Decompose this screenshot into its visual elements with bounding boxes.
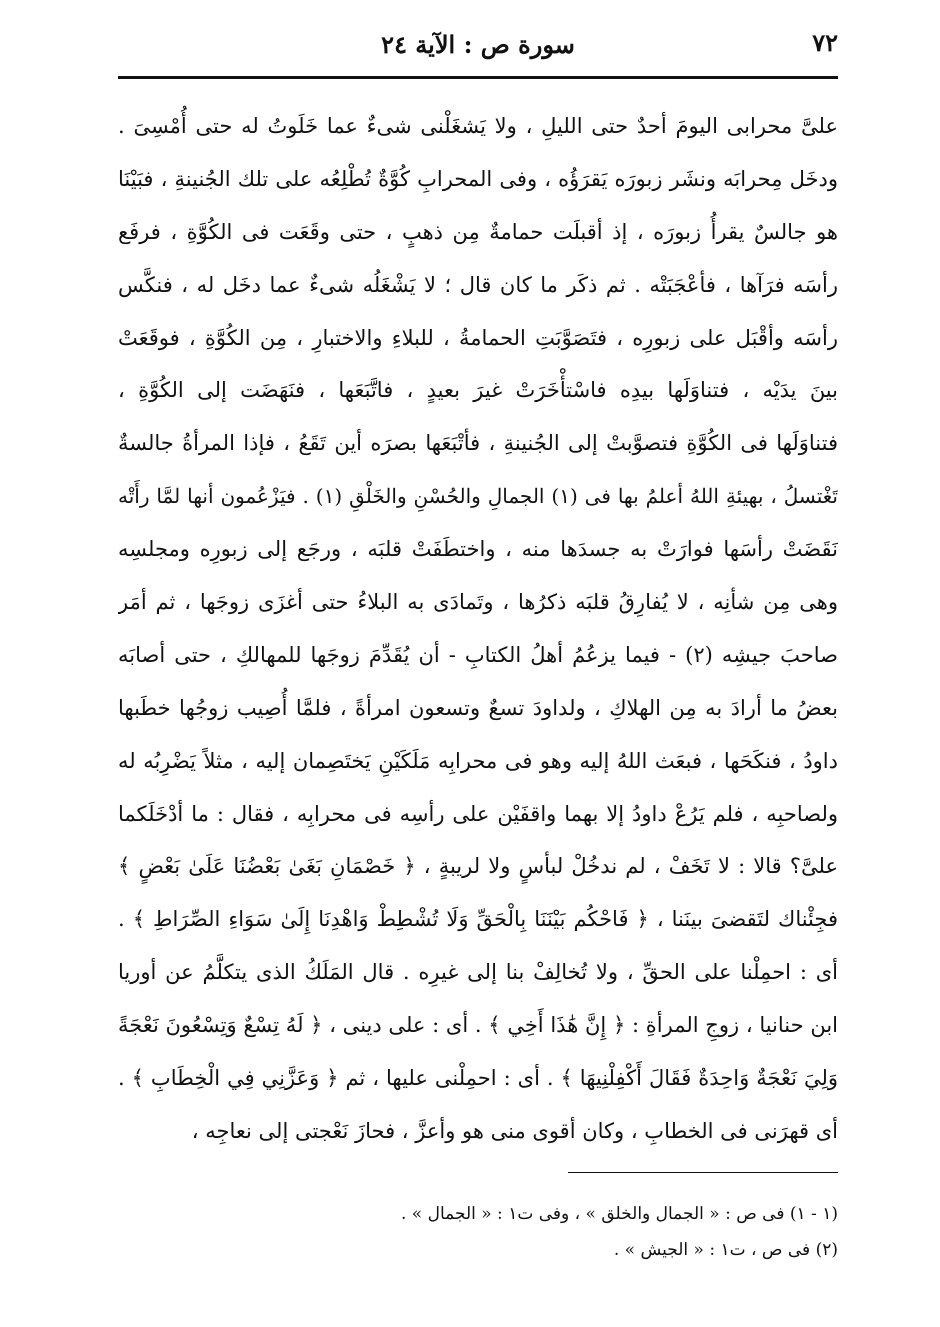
footnote: (٢) فى ص ، ت١ : « الجيش » . <box>613 1240 838 1260</box>
text-line: أى قهرَنى فى الخطابِ ، وكان أقوى منى هو وأعزَّ ، فحازَ نَعْجتى إلى نعاجِه ، <box>191 1118 838 1143</box>
text-line: داودُ ، فنكَحَها ، فبعَث اللهُ إليه وهو فى محرابِه مَلَكَيْنِ يَختَصِمان إليه ، مثلاً يَضْرِبُه له <box>118 748 838 773</box>
text-line: وهى مِن شأنِه ، لا يُفارِقُ قلبَه ذكرُها ، وتَمادَى به البلاءُ حتى أغزَى زوجَها ، ثم أمَر <box>118 590 838 615</box>
running-title: سورة ص : الآية ٢٤ <box>381 30 575 59</box>
text-line: علىَّ محرابى اليومَ أحدٌ حتى الليلِ ، ولا يَشغَلْنى شىءٌ عما خَلَوتُ له حتى أُمْسِىَ . <box>118 114 838 138</box>
text-line: رأسَه فرَآها ، فأعْجَبَتْه . ثم ذكَر ما كان قال ؛ لا يَشْغَلُه شىءٌ عما دخَل له ، فنكَّس <box>118 272 838 297</box>
text-line: تَغْتسلُ ، بهيئةِ اللهُ أعلمُ بها فى (١) الجمالِ والحُسْنِ والخَلْقِ (١) . فيَزْعُمون أنها لمَّا رأَتْه <box>118 484 838 509</box>
text-line: رأسَه وأقْبَل على زبورِه ، فتَصَوَّبَتِ الحمامةُ ، للبلاءِ والاختبارِ ، مِن الكُوَّةِ ، فوقَعَتْ <box>118 325 838 350</box>
text-line: هو جالسٌ يقرأُ زبورَه ، إذ أقبلَت حمامةٌ مِن ذهبٍ ، حتى وقَعَت فى الكُوَّةِ ، فرفَع <box>118 219 838 244</box>
footnote: (١ - ١) فى ص : « الجمال والخلق » ، وفى ت١ : « الجمال » . <box>401 1204 838 1224</box>
text-line: ولصاحبِه ، فلم يَرُعْ داودُ إلا بهما واقفَيْن على رأسِه فى محرابِه ، فقال : ما أدْخَلَكما <box>118 801 838 826</box>
text-line: بينَ يدَيْه ، فتناوَلَها بيدِه فاسْتأْخَرَتْ غيرَ بعيدٍ ، فاتَّبَعَها ، فنَهَضَت إلى الكُوَّةِ ، <box>118 378 838 403</box>
page-number: ٧٢ <box>812 28 838 57</box>
text-line: فجِئْناك لتَقضىَ بينَنا ، ﴿ فَاحْكُم بَيْنَنَا بِالْحَقِّ وَلَا تُشْطِطْ وَاهْدِنَا إِلَىٰ سَوَاءِ الصِّرَاطِ ﴾ . <box>118 907 838 932</box>
main-text <box>118 100 838 1158</box>
text-line: علىَّ؟ قالا : لا تَخَفْ ، لم ندخُلْ لبأسٍ ولا لريبةٍ ، ﴿ خَصْمَانِ بَغَىٰ بَعْضُنَا عَلَىٰ بَعْضٍ ﴾ <box>118 854 838 879</box>
header-rule <box>118 76 838 79</box>
text-line: نَقَضَتْ رأسَها فوارَتْ به جسدَها منه ، واختطَفَتْ قلبَه ، ورجَع إلى زبورِه ومجلسِه <box>118 537 838 562</box>
text-line: ابن حنانيا ، زوجِ المرأةِ : ﴿ إِنَّ هَٰذَا أَخِي ﴾ . أى : على دينى ، ﴿ لَهُ تِسْعٌ وَتِسْعُونَ نَعْجَةً <box>118 1013 838 1038</box>
text-line: فتناوَلَها فى الكُوَّةِ فتصوَّبتْ إلى الجُنينةِ ، فأتْبَعَها بصرَه أين تَقَعُ ، فإذا المرأةُ جالسةٌ <box>118 431 838 456</box>
text-line: صاحبَ جيشِه (٢) - فيما يزعُمُ أهلُ الكتابِ - أن يُقَدِّمَ زوجَها للمهالكِ ، حتى أصابَه <box>118 642 838 667</box>
footnotes <box>118 1196 838 1268</box>
page-header <box>118 22 838 72</box>
text-line: أى : احمِلْنا على الحقِّ ، ولا تُخالِفْ بنا إلى غيرِه . قال المَلَكُ الذى يتكلَّمُ عن أوريا <box>118 960 838 985</box>
text-line: بعضُ ما أرادَ به مِن الهلاكِ ، ولداودَ تسعٌ وتسعون امرأةً ، فلمَّا أُصِيب زوجُها خطَبها <box>118 695 838 720</box>
text-line: وَلِيَ نَعْجَةٌ وَاحِدَةٌ فَقَالَ أَكْفِلْنِيهَا ﴾ . أى : احمِلْنى عليها ، ثم ﴿ وَعَزَّنِي فِي الْخِطَابِ ﴾ . <box>118 1066 838 1091</box>
text-line: ودخَل مِحرابَه ونشَر زبورَه يَقرَؤُه ، وفى المحرابِ كُوَّةٌ تُطْلِعُه على تلك الجُنينةِ ، فبَيْنَا <box>118 166 838 191</box>
footnote-rule <box>568 1172 838 1173</box>
